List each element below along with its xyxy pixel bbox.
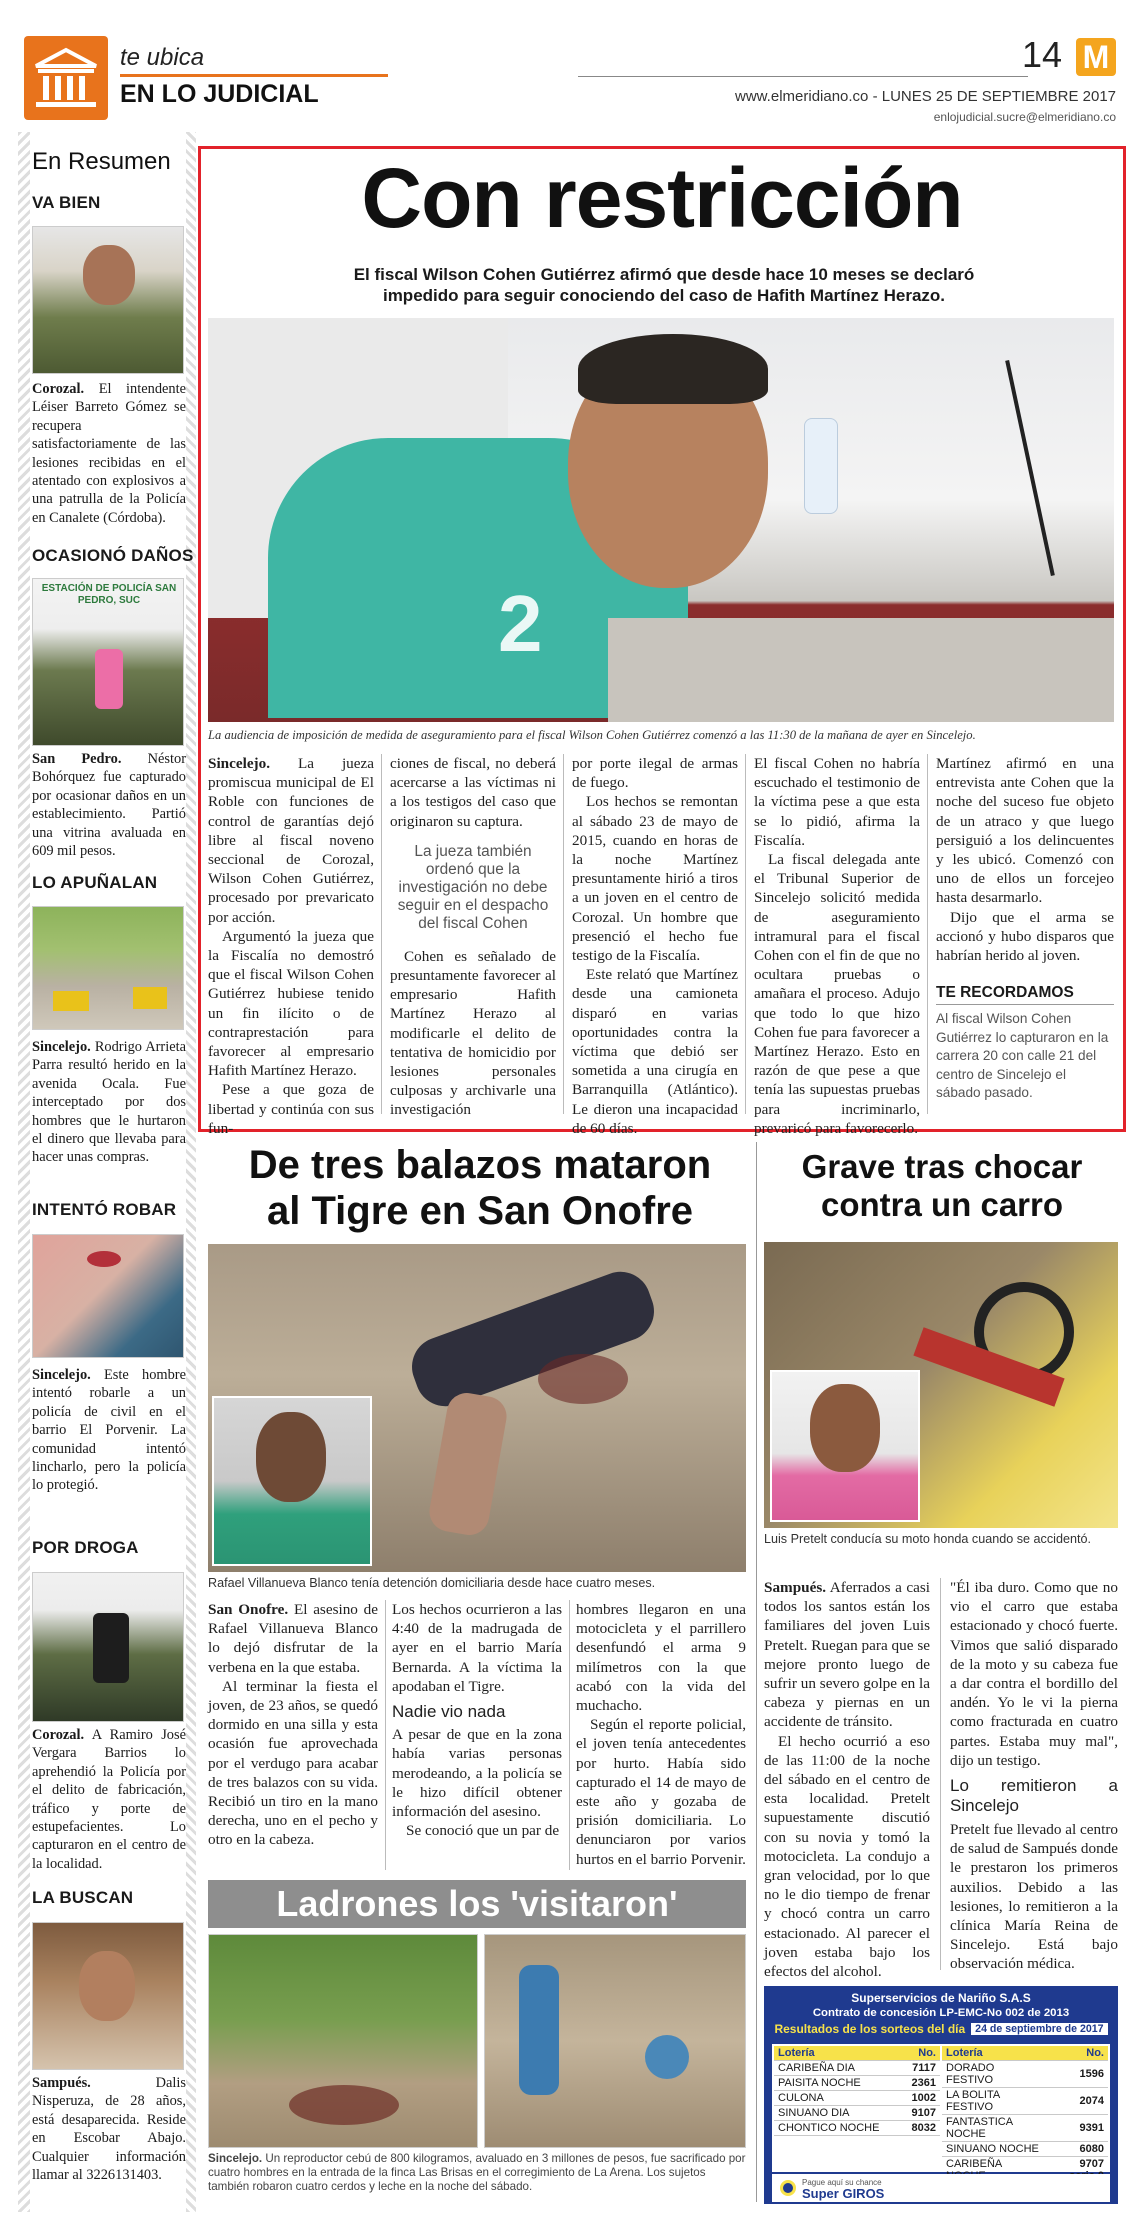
main-paragraph: Dijo que el arma se accionó y hubo disparos que habrían herido al joven.	[936, 908, 1114, 965]
tigre-col-3	[576, 1600, 746, 1869]
sidebar-label: VA BIEN	[32, 193, 101, 212]
sidebar-label: OCASIONÓ DAÑOS	[32, 546, 194, 565]
column-rule	[927, 754, 928, 1114]
page-number: 14	[1022, 34, 1063, 75]
sidebar-label: LA BUSCAN	[32, 1888, 134, 1907]
main-col-5	[936, 754, 1114, 965]
tigre-paragraph: hombres llegaron en una motocicleta y el parrillero desenfundó el arma 9 milímetros con la que acabó con la vida del muchacho.	[576, 1601, 746, 1715]
supergiros-name: Super GIROS	[802, 2186, 885, 2201]
photo-face	[79, 1951, 135, 2021]
tigre-paragraph: Al terminar la fiesta el joven, de 23 años, se quedó dormido en una silla y esta ocasión fue aprovechada por el verdugo para acabar de tres balazos con su vida. Recibió un tiro en la mano derecha, uno en el pecho y otro en la cabeza.	[208, 1677, 378, 1849]
main-photo-caption: La audiencia de imposición de medida de aseguramiento para el fiscal Wilson Cohen Gutiérrez comenzó a las 11:30 de la mañana de ayer en Sincelejo.	[208, 728, 976, 742]
lottery-col-header: No.	[902, 2046, 940, 2061]
sidebar-photo-missing	[32, 1922, 184, 2070]
lottery-title-1: Superservicios de Nariño S.A.S	[851, 1991, 1031, 2005]
recordamos-title: TE RECORDAMOS	[936, 984, 1114, 1005]
tigre-headline-2: al Tigre en San Onofre	[266, 1189, 694, 1233]
lottery-number: 2361	[902, 2076, 940, 2091]
sidebar-body: Néstor Bohórquez fue capturado por ocasionar daños en un establecimiento. Partió una vitrina avaluada en 609 mil pesos.	[32, 751, 186, 860]
lottery-number: 2074	[1048, 2088, 1108, 2115]
tigre-inset-portrait	[212, 1396, 372, 1566]
main-paragraph: Pese a que goza de libertad y continúa con sus fun-	[208, 1081, 374, 1137]
photo-face	[83, 245, 135, 305]
photo-body	[404, 1263, 663, 1414]
sidebar-text	[32, 2074, 186, 2184]
lottery-number: 9707	[1048, 2157, 1108, 2184]
choque-paragraph: Pretelt fue llevado al centro de salud de Sampués donde le prestaron los primeros auxilios. Debido a las lesiones, lo remitieron a la clínica María Reina de Sincelejo. Está bajo observación médica.	[950, 1821, 1118, 1973]
lottery-number: 1002	[902, 2091, 940, 2106]
sidebar-body: Dalis Nisperuza, de 28 años, está desaparecida. Reside en Escobar Abajo. Cualquier información llamar al 3226131403.	[32, 2075, 186, 2184]
sidebar-photo-injured	[32, 1234, 184, 1358]
choque-col-1	[764, 1578, 930, 1981]
lottery-date-row	[766, 2022, 1116, 2036]
choque-paragraph: "Él iba duro. Como que no vio el carro que estaba estacionado y chocó fuerte. Vimos que salió disparado de la moto y su cabeza fue a dar contra el bordillo del andén. Yo le vi la pierna como fracturada en cuatro partes. Estaba muy mal", dijo un testigo.	[950, 1579, 1118, 1769]
choque-headline-1: Grave tras chocar	[801, 1148, 1083, 1185]
photo-legs	[426, 1390, 509, 1538]
sidebar-place: Corozal.	[32, 1727, 85, 1743]
main-col-4	[754, 754, 920, 1138]
lottery-number: 7117	[902, 2061, 940, 2076]
supergiros-tagline: Pague aquí su chance	[802, 2178, 882, 2187]
lottery-number: 1596	[1048, 2061, 1108, 2088]
sidebar-label: POR DROGA	[32, 1538, 139, 1557]
photo-blood	[538, 1354, 628, 1404]
lottery-col-header: Lotería	[774, 2046, 902, 2061]
lottery-name: FANTASTICA NOCHE	[942, 2115, 1048, 2142]
choque-subhead: Lo remitieron a Sincelejo	[950, 1776, 1118, 1816]
supergiros-logo-icon	[780, 2180, 796, 2196]
lottery-name: PAISITA NOCHE	[774, 2076, 902, 2091]
photo-figure	[95, 649, 123, 709]
photo-face	[810, 1384, 880, 1472]
lottery-name: SINUANO NOCHE	[942, 2142, 1048, 2157]
column-rule	[385, 1600, 386, 1870]
photo-bottle	[804, 418, 838, 514]
photo-hair	[578, 334, 768, 404]
lottery-name: CARIBEÑA DIA	[774, 2061, 902, 2076]
lottery-title-3: Resultados de los sorteos del día	[774, 2022, 966, 2036]
main-paragraph: por porte ilegal de armas de fuego.	[572, 755, 738, 792]
brand-logo-letter: M	[1082, 39, 1110, 75]
courthouse-icon	[24, 36, 108, 120]
choque-paragraph: Aferrados a casi todos los santos están los familiares del joven Luis Pretelt. Ruegan para que se mejore pronto luego de sufrir un severo golpe en la cabeza y piernas en un accidente de tránsito.	[764, 1579, 930, 1731]
lottery-date: 24 de septiembre de 2017	[971, 2023, 1107, 2035]
lottery-name: LA BOLITA FESTIVO	[942, 2088, 1048, 2115]
lottery-title-2: Contrato de concesión LP-EMC-No 002 de 2013	[812, 2007, 1070, 2019]
choque-headline-2: contra un carro	[820, 1186, 1064, 1223]
ladrones-photo-house	[484, 1934, 746, 2148]
lottery-col-header: No.	[1048, 2046, 1108, 2061]
brand-logo	[1076, 38, 1116, 76]
sidebar-place: Sincelejo.	[32, 1367, 91, 1383]
contact-email: enlojudicial.sucre@elmeridiano.co	[933, 110, 1116, 124]
tigre-headline-1: De tres balazos mataron	[248, 1143, 712, 1187]
tigre-paragraph: Según el reporte policial, el joven tenía antecedentes por hurto. Había sido capturado el 14 de mayo de este año y gozaba de prisión domiciliaria. Lo denunciaron por varios hurtos en el barrio Porvenir.	[576, 1716, 746, 1868]
main-paragraph: La fiscal delegada ante el Tribunal Superior de Sincelejo solicitó medida de aseguramiento intramural para el fiscal Cohen con el fin de que no ocultara pruebas o amañara el proceso. Adujo que todo lo que hizo Cohen fue para favorecer a Martínez Herazo. Esto en razón de que pese a que tenía las supuestas pruebas para incriminarlo, prevaricó para favorecerlo.	[754, 851, 920, 1137]
ladrones-caption	[208, 2152, 746, 2194]
choque-paragraph: El hecho ocurrió a eso de las 11:00 de la noche del sábado en el centro de esta localidad. Pretelt supuestamente discutió con su novia y tomó la motocicleta. La condujo a gran velocidad, por lo que no le dio tiempo de frenar y chocó contra un carro estacionado. Al parecer el joven estaba bajo los efectos del alcohol.	[764, 1732, 930, 1981]
lottery-number: 9107	[902, 2106, 940, 2121]
ladrones-place: Sincelejo.	[208, 2152, 263, 2165]
lottery-name: CARIBEÑA	[942, 2157, 1048, 2184]
sidebar-label: INTENTÓ ROBAR	[32, 1200, 177, 1219]
lottery-name: DORADO FESTIVO	[942, 2061, 1048, 2088]
lottery-name: SINUANO DIA	[774, 2106, 902, 2121]
sidebar-photo-arrest	[32, 578, 184, 746]
lottery-number: 9391	[1048, 2115, 1108, 2142]
lottery-col-header: Lotería	[942, 2046, 1048, 2061]
column-rule	[745, 754, 746, 1114]
photo-taxi	[133, 987, 167, 1009]
sidebar-zigzag-left	[18, 132, 30, 2212]
pull-quote: La jueza también ordenó que la investigación no debe seguir en el despacho del fiscal Cohen	[397, 842, 549, 932]
main-place: Sincelejo.	[208, 755, 271, 772]
main-col-1	[208, 754, 374, 1138]
lottery-number: 6080	[1048, 2142, 1108, 2157]
main-paragraph: Cohen es señalado de presuntamente favorecer al empresario Hafith Martínez Herazo al modificarle el delito de tentativa de homicidio por lesiones personales culposas y archivarle una investigación	[390, 947, 556, 1119]
main-paragraph: ciones de fiscal, no deberá acercarse a las víctimas ni a los testigos del caso que originaron su captura.	[390, 755, 556, 830]
photo-blood	[289, 2085, 399, 2125]
photo-detainee	[93, 1613, 129, 1683]
sidebar-body: Este hombre intentó robarle a un policía de civil en el barrio El Porvenir. La comunidad intentó lincharlo, pero la policía lo protegió.	[32, 1367, 186, 1494]
sidebar-zigzag-right	[186, 132, 196, 2212]
column-rule	[381, 754, 382, 1114]
ladrones-caption-text: Un reproductor cebú de 800 kilogramos, avaluado en 3 millones de pesos, fue sacrificado por cuatro hombres en la entrada de la finca Las Brisas en el corregimiento de La Arena. Los sujetos también robaron cuatro cerdos y leche en la noche del sábado.	[208, 2152, 746, 2193]
section-divider	[756, 1142, 757, 2202]
header-rule	[578, 76, 1028, 77]
lottery-table-left	[774, 2046, 940, 2136]
section-logo-icon	[24, 36, 108, 120]
tigre-paragraph: El asesino de Rafael Villanueva Blanco lo dejó disfrutar de la verbena en la que estaba.	[208, 1601, 379, 1676]
section-title: EN LO JUDICIAL	[120, 80, 319, 108]
tigre-subhead: Nadie vio nada	[392, 1702, 506, 1722]
sidebar-place: San Pedro.	[32, 751, 122, 767]
sidebar-photo-street	[32, 906, 184, 1030]
sidebar-label: LO APUÑALAN	[32, 873, 158, 892]
tigre-col-1	[208, 1600, 378, 1850]
supergiros-logo	[772, 2174, 1110, 2202]
tigre-paragraph: Se conoció que un par de	[406, 1822, 560, 1840]
main-paragraph: Argumentó la jueza que la Fiscalía no demostró que el fiscal Wilson Cohen Gutiérrez hubiese tenido un fin ilícito o de contraprestación para favorecer al empresario Hafith Martínez Herazo.	[208, 927, 374, 1080]
main-col-2	[390, 754, 556, 1120]
sidebar-text	[32, 1726, 186, 1873]
choque-col-2	[950, 1578, 1118, 1974]
lottery-table-area	[772, 2044, 1110, 2172]
photo-desk	[608, 618, 1114, 722]
ladrones-photo-field	[208, 1934, 478, 2148]
section-kicker-rule	[120, 74, 388, 77]
lottery-name: CHONTICO NOCHE	[774, 2121, 902, 2136]
sidebar-title: En Resumen	[32, 148, 171, 175]
tigre-col-2	[392, 1600, 562, 1840]
sidebar-text	[32, 1366, 186, 1495]
sidebar-text	[32, 1038, 186, 1167]
choque-place: Sampués.	[764, 1579, 827, 1596]
photo-face	[256, 1412, 326, 1502]
choque-photo-caption: Luis Pretelt conducía su moto honda cuando se accidentó.	[764, 1532, 1091, 1546]
section-kicker: te ubica	[120, 44, 205, 71]
photo-woman	[519, 1965, 559, 2095]
lottery-table-right	[942, 2046, 1108, 2184]
tigre-paragraph: A pesar de que en la zona había varias personas merodeando, a la policía se le hizo difícil obtener información del asesino.	[392, 1726, 562, 1821]
lottery-box	[764, 1986, 1118, 2204]
main-col-3	[572, 754, 738, 1138]
supergiros-logo-text	[802, 2177, 884, 2199]
tigre-photo-caption: Rafael Villanueva Blanco tenía detención domiciliaria desde hace cuatro meses.	[208, 1576, 656, 1590]
column-rule	[563, 754, 564, 1114]
ladrones-headline: Ladrones los 'visitaron'	[208, 1880, 746, 1928]
sidebar-body: Rodrigo Arrieta Parra resultó herido en la avenida Ocala. Fue interceptado por dos hombres que le hurtaron el dinero que llevaba para hacer unas compras.	[32, 1039, 186, 1166]
lottery-number: 8032	[902, 2121, 940, 2136]
main-headline: Con restricción	[361, 151, 963, 245]
column-rule	[569, 1600, 570, 1870]
sidebar-photo-drugs	[32, 1572, 184, 1722]
sidebar-place: Sampués.	[32, 2075, 91, 2091]
main-paragraph: Los hechos se remontan al sábado 23 de mayo de 2015, cuando en horas de la noche Martínez presuntamente hirió a tiros a un joven en el centro de Corozal. Un hombre que presenció el hecho fue testigo de la Fiscalía.	[572, 793, 738, 965]
tigre-paragraph: Los hechos ocurrieron a las 4:40 de la madrugada de ayer en el barrio María Bernarda. A la víctima la apodaban el Tigre.	[392, 1601, 562, 1695]
sidebar-body: A Ramiro José Vergara Barrios lo aprehendió la Policía por el delito de fabricación, tráfico y porte de estupefacientes. Lo capturaron en el centro de la localidad.	[32, 1727, 186, 1872]
sidebar-text	[32, 380, 186, 527]
main-paragraph: Martínez afirmó en una entrevista ante Cohen que la noche del suceso fue objeto de un atraco y que luego persiguió a los delincuentes y les ubicó. Comenzó con uno de ellos un forcejeo hasta desarmarlo.	[936, 755, 1114, 907]
main-deck: El fiscal Wilson Cohen Gutiérrez afirmó que desde hace 10 meses se declaró impedido para seguir conociendo del caso de Hafith Martínez Herazo.	[353, 265, 975, 305]
sidebar-place: Sincelejo.	[32, 1039, 91, 1055]
photo-fan	[645, 2035, 689, 2079]
main-paragraph: Este relató que Martínez desde una camioneta disparó en varias oportunidades contra la víctima que debió ser sometida a una cirugía en Barranquilla (Atlántico). Le dieron una incapacidad de 60 días.	[572, 966, 738, 1137]
lottery-name: CULONA	[774, 2091, 902, 2106]
main-photo-courtroom	[208, 318, 1114, 722]
main-paragraph: La jueza promiscua municipal de El Roble con funciones de control de garantías dejó libre al fiscal noveno seccional de Corozal, Wilson Cohen Gutiérrez, procesado por prevaricato por acción.	[208, 755, 374, 926]
sidebar-place: Corozal.	[32, 381, 85, 397]
photo-microphone	[1005, 360, 1055, 576]
photo-shirt-number: 2	[498, 579, 543, 668]
recordamos-text: Al fiscal Wilson Cohen Gutiérrez lo capturaron en la carrera 20 con calle 21 del centro de Sincelejo el sábado pasado.	[936, 1011, 1109, 1101]
photo-taxi	[53, 991, 89, 1011]
photo-sign: ESTACIÓN DE POLICÍA SAN PEDRO, SUC	[41, 583, 177, 606]
column-rule	[940, 1578, 941, 1970]
site-date: www.elmeridiano.co - LUNES 25 DE SEPTIEMBRE 2017	[735, 88, 1116, 105]
sidebar-text	[32, 750, 186, 860]
main-paragraph: El fiscal Cohen no habría escuchado el testimonio de la víctima pese a que esta se lo pidió, afirma la Fiscalía.	[754, 755, 920, 849]
photo-wound	[87, 1251, 121, 1267]
sidebar-photo-officer	[32, 226, 184, 374]
sidebar-body: El intendente Léiser Barreto Gómez se recupera satisfactoriamente de las lesiones recibidas en el atentado con explosivos a una patrulla de la Policía en Canalete (Córdoba).	[32, 381, 186, 526]
choque-inset-portrait	[770, 1370, 920, 1522]
tigre-place: San Onofre.	[208, 1601, 289, 1618]
